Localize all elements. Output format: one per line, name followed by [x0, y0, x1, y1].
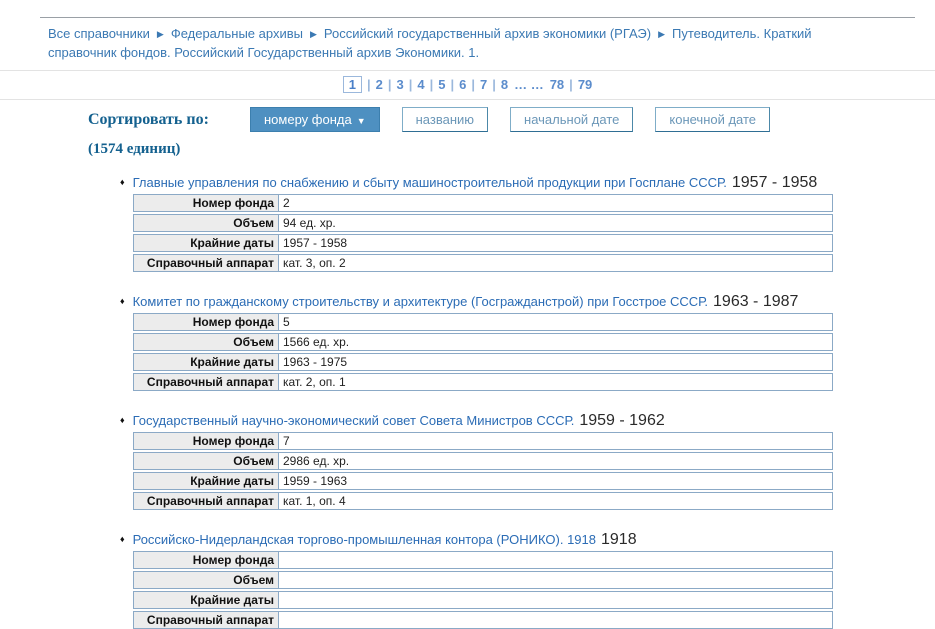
field-value	[279, 572, 283, 588]
table-row	[133, 373, 833, 391]
field-label: Крайние даты	[134, 354, 279, 370]
pagination-page-link[interactable]: 78	[549, 77, 565, 92]
field-value: кат. 2, оп. 1	[283, 375, 346, 389]
field-label: Крайние даты	[134, 592, 279, 608]
table-row	[133, 333, 833, 351]
field-value	[279, 592, 283, 608]
fond-entry	[120, 174, 935, 272]
entry-title-link[interactable]: Комитет по гражданскому строительству и архитектуре (Госгражданстрой) при Госстрое СССР.	[132, 294, 709, 309]
fond-entry	[120, 531, 935, 629]
sort-button[interactable]: конечной дате	[655, 107, 770, 132]
pagination-page-link[interactable]: 79	[577, 77, 593, 92]
sort-button[interactable]: номеру фонда ▼	[250, 107, 380, 132]
dropdown-arrow-icon: ▼	[356, 116, 366, 126]
pagination	[0, 71, 935, 99]
sort-row	[88, 107, 935, 132]
pagination-page-link[interactable]: 6	[459, 77, 467, 92]
breadcrumb-link[interactable]: Все справочники	[48, 26, 150, 41]
field-value: кат. 3, оп. 2	[283, 256, 346, 270]
field-label: Крайние даты	[134, 235, 279, 251]
field-value: 1957 - 1958	[283, 236, 348, 250]
pagination-separator: |	[450, 77, 455, 92]
fond-entry	[120, 412, 935, 510]
pagination-ellipsis: … …	[514, 77, 544, 92]
sort-button[interactable]: названию	[402, 107, 488, 132]
entry-title-line	[120, 412, 935, 429]
field-label: Объем	[134, 572, 279, 588]
pagination-page-link[interactable]: 8	[500, 77, 509, 92]
pagination-page-link[interactable]: 4	[417, 77, 425, 92]
entry-title-line	[120, 174, 935, 191]
table-row	[133, 492, 833, 510]
breadcrumb-arrow-icon: ▶	[156, 29, 164, 39]
table-row	[133, 254, 833, 272]
table-row	[133, 571, 833, 589]
pagination-separator: |	[429, 77, 434, 92]
field-label: Номер фонда	[134, 552, 279, 568]
breadcrumb-link[interactable]: Российский государственный архив экономики (РГАЭ)	[323, 26, 652, 41]
pagination-separator: |	[569, 77, 573, 92]
table-row	[133, 194, 833, 212]
pagination-separator: |	[387, 77, 392, 92]
sort-button[interactable]: начальной дате	[510, 107, 633, 132]
table-row	[133, 432, 833, 450]
field-value: 1566 ед. хр.	[283, 335, 350, 349]
field-label: Справочный аппарат	[134, 493, 279, 509]
field-label: Справочный аппарат	[134, 374, 279, 390]
entry-date: 1963 - 1987	[713, 293, 799, 310]
sort-by-label: Сортировать по:	[88, 110, 209, 128]
table-row	[133, 234, 833, 252]
entry-date: 1959 - 1962	[579, 412, 665, 429]
field-label: Номер фонда	[134, 195, 279, 211]
fond-entry	[120, 293, 935, 391]
entry-title-line	[120, 531, 935, 548]
entry-title-line	[120, 293, 935, 310]
bullet-diamond-icon: ♦	[120, 415, 125, 425]
breadcrumb	[48, 25, 875, 62]
table-row	[133, 313, 833, 331]
entry-table	[133, 551, 833, 629]
field-value: 94 ед. хр.	[283, 216, 336, 230]
field-value: 2	[283, 196, 290, 210]
table-row	[133, 214, 833, 232]
field-label: Справочный аппарат	[134, 612, 279, 628]
entries-list	[120, 174, 935, 629]
field-label: Объем	[134, 453, 279, 469]
bullet-diamond-icon: ♦	[120, 177, 125, 187]
pagination-current-page[interactable]: 1	[343, 76, 362, 93]
entry-table	[133, 194, 833, 272]
field-label: Крайние даты	[134, 473, 279, 489]
field-value: 7	[283, 434, 290, 448]
field-value: кат. 1, оп. 4	[283, 494, 346, 508]
field-value	[279, 612, 283, 628]
pagination-divider	[0, 99, 935, 100]
table-row	[133, 611, 833, 629]
table-row	[133, 591, 833, 609]
field-value: 5	[283, 315, 290, 329]
pagination-separator: |	[492, 77, 496, 92]
field-value: 1959 - 1963	[283, 474, 348, 488]
breadcrumb-link[interactable]: Федеральные архивы	[170, 26, 303, 41]
pagination-separator: |	[408, 77, 413, 92]
entry-title-link[interactable]: Государственный научно-экономический совет Совета Министров СССР.	[132, 413, 575, 428]
breadcrumb-arrow-icon: ▶	[309, 29, 317, 39]
pagination-page-link[interactable]: 3	[396, 77, 404, 92]
bullet-diamond-icon: ♦	[120, 296, 125, 306]
field-label: Объем	[134, 215, 279, 231]
pagination-separator: |	[366, 77, 371, 92]
pagination-separator: |	[471, 77, 475, 92]
field-value	[279, 552, 283, 568]
entry-title-link[interactable]: Российско-Нидерландская торгово-промышленная контора (РОНИКО). 1918	[132, 532, 596, 547]
field-label: Справочный аппарат	[134, 255, 279, 271]
entry-title-link[interactable]: Главные управления по снабжению и сбыту машиностроительной продукции при Госплане СССР.	[132, 175, 727, 190]
table-row	[133, 551, 833, 569]
entry-date: 1957 - 1958	[731, 174, 818, 191]
bullet-diamond-icon: ♦	[120, 534, 125, 544]
table-row	[133, 452, 833, 470]
field-value: 1963 - 1975	[283, 355, 348, 369]
top-divider	[40, 17, 915, 18]
entry-table	[133, 432, 833, 510]
pagination-page-link[interactable]: 2	[375, 77, 383, 92]
table-row	[133, 353, 833, 371]
field-label: Объем	[134, 334, 279, 350]
entry-table	[133, 313, 833, 391]
breadcrumb-arrow-icon: ▶	[658, 29, 665, 39]
field-value: 2986 ед. хр.	[283, 454, 350, 468]
sort-buttons	[250, 107, 770, 132]
entry-date: 1918	[601, 531, 637, 548]
breadcrumb-current: Путеводитель. Краткий справочник фондов. Российский Государственный архив Экономики. 1.	[48, 26, 812, 60]
table-row	[133, 472, 833, 490]
total-count-label: (1574 единиц)	[88, 141, 181, 157]
pagination-page-link[interactable]: 7	[479, 77, 488, 92]
pagination-page-link[interactable]: 5	[438, 77, 446, 92]
field-label: Номер фонда	[134, 314, 279, 330]
field-label: Номер фонда	[134, 433, 279, 449]
